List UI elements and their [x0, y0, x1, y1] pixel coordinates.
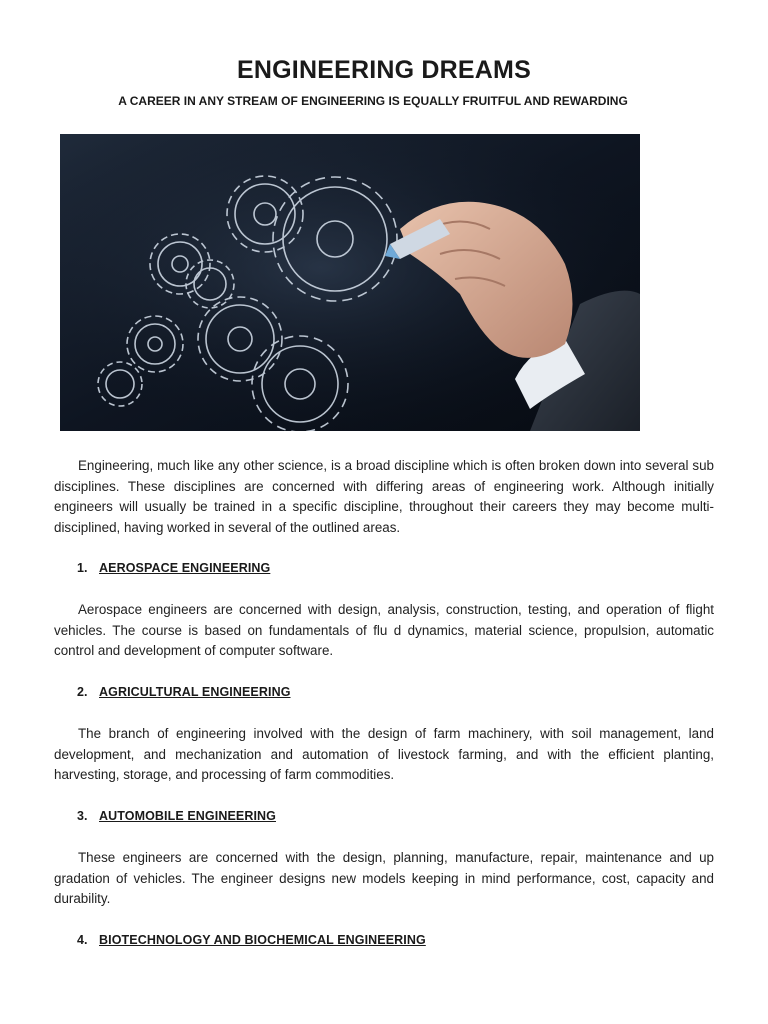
section-title: BIOTECHNOLOGY AND BIOCHEMICAL ENGINEERING	[99, 933, 426, 947]
document-subtitle: A CAREER IN ANY STREAM OF ENGINEERING IS EQUALLY FRUITFUL AND REWARDING	[118, 94, 628, 108]
section-body-aerospace: Aerospace engineers are concerned with design, analysis, construction, testing, and operation of flight vehicles. The course is based on fundamentals of flu d dynamics, material science, propulsion, automatic control and development of computer software.	[54, 602, 714, 659]
hero-image	[60, 134, 640, 431]
document-title: ENGINEERING DREAMS	[237, 56, 531, 84]
section-heading-automobile	[77, 809, 276, 823]
intro-paragraph: Engineering, much like any other science, is a broad discipline which is often broken down into several sub disciplines. These disciplines are concerned with differing areas of engineering work. Although initially engineers will usually be trained in a specific discipline, throughout their careers they may become multi-disciplined, having worked in several of the outlined areas.	[54, 458, 714, 535]
section-heading-agricultural	[77, 685, 291, 699]
section-title: AUTOMOBILE ENGINEERING	[99, 809, 276, 823]
section-body-automobile: These engineers are concerned with the design, planning, manufacture, repair, maintenance and up gradation of vehicles. The engineer designs new models keeping in mind performance, cost, capacity and durability.	[54, 850, 714, 907]
section-heading-biotechnology	[77, 933, 426, 947]
section-number: 3.	[77, 809, 88, 823]
section-title: AEROSPACE ENGINEERING	[99, 561, 271, 575]
section-body-agricultural: The branch of engineering involved with the design of farm machinery, with soil management, land development, and mechanization and automation of livestock farming, and with the efficient planting, harvesting, storage, and processing of farm commodities.	[54, 726, 714, 783]
section-heading-aerospace	[77, 561, 270, 575]
section-title: AGRICULTURAL ENGINEERING	[99, 685, 291, 699]
section-number: 4.	[77, 933, 88, 947]
section-number: 2.	[77, 685, 88, 699]
section-number: 1.	[77, 561, 88, 575]
